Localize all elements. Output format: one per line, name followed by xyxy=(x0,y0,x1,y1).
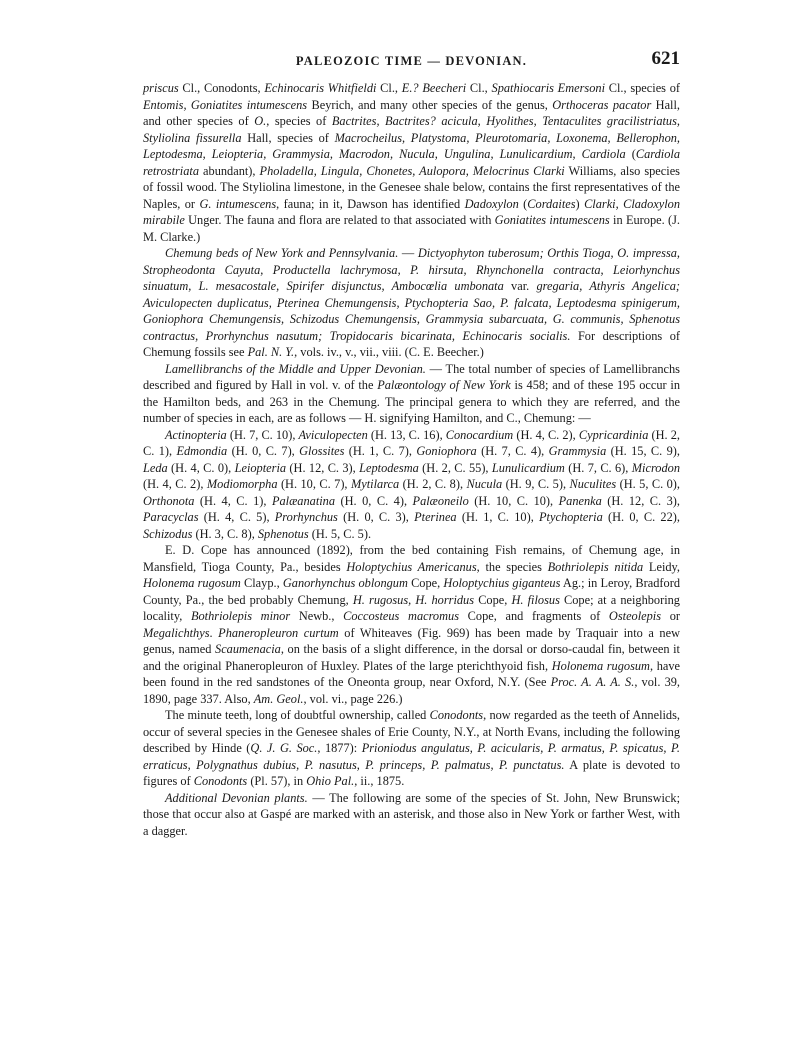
italic-text: Coccosteus macromus xyxy=(343,609,459,623)
italic-text: Q. J. G. Soc. xyxy=(250,741,318,755)
text-run: Cope; at a neighboring locality, xyxy=(143,592,680,623)
paragraph-cope-fish-remains xyxy=(143,542,680,707)
text-run: in Europe. (J. M. Clarke.) xyxy=(143,213,680,244)
text-run: (H. 0, C. 7), xyxy=(227,444,300,458)
text-run: — The following are some of the species of St. John, New Brunswick; those that occur also at Gaspé are marked with an asterisk, and those also in New York or farther West, with a dagger. xyxy=(143,790,681,838)
italic-text: Palæoneilo xyxy=(412,493,469,508)
italic-text: Goniatites intumescens xyxy=(494,213,610,227)
text-run: (H. 12, C. 3), xyxy=(286,460,360,475)
text-run: (H. 13, C. 16), xyxy=(367,427,446,442)
text-run: — xyxy=(398,246,418,260)
text-run: Cope, xyxy=(474,592,512,607)
text-run: (H. 4, C. 2), xyxy=(143,477,207,491)
text-run: Cl., species of xyxy=(605,81,681,95)
text-run: Hall, species of xyxy=(241,130,335,145)
italic-text: Paracyclas xyxy=(143,510,199,524)
italic-text: H. rugosus, H. horridus xyxy=(352,592,475,607)
text-run: (H. 4, C. 0), xyxy=(167,460,235,475)
italic-text: Echinocaris Whitfieldi xyxy=(264,81,377,95)
text-run: , 1877): xyxy=(317,741,362,755)
italic-text: Dadoxylon xyxy=(464,196,519,211)
italic-text: Pholadella, Lingula, Chonetes, Aulopora, Melocrinus Clarki xyxy=(259,163,565,178)
text-run: (H. 4, C. 2), xyxy=(513,427,579,442)
text-run: Newb., xyxy=(290,609,344,623)
italic-text: Orthoceras pacator xyxy=(552,97,652,112)
text-run: , ii., 1875. xyxy=(354,774,405,788)
text-run: Cl., xyxy=(376,81,402,95)
text-run: (H. 0, C. 22), xyxy=(602,510,680,524)
italic-text: Chemung beds of New York and Pennsylvania. xyxy=(165,246,399,260)
italic-text: G. intumescens xyxy=(199,196,277,211)
italic-text: Microdon xyxy=(631,460,680,475)
italic-text: Sphenotus xyxy=(257,526,309,541)
italic-text: Leda xyxy=(143,460,168,475)
italic-text: Actinopteria xyxy=(165,427,227,442)
italic-text: Modiomorpha xyxy=(206,477,278,491)
italic-text: Scaumenacia xyxy=(215,642,281,656)
italic-text: O. xyxy=(254,114,267,128)
text-run: Cl., Conodonts, xyxy=(178,81,265,95)
text-run: (H. 10, C. 10), xyxy=(468,493,559,508)
text-run: (H. 2, C. 8), xyxy=(399,477,467,491)
text-run: , now regarded as the teeth of Annelids, occur of several species in the Genesee shales of Erie County, N.Y., at North Evans, including the following described by Hinde ( xyxy=(143,708,680,755)
italic-text: Ganorhynchus oblongum xyxy=(282,576,408,590)
text-run: . xyxy=(209,625,219,640)
body-text xyxy=(143,80,680,839)
italic-text: Ptychopteria xyxy=(539,510,603,524)
text-run: Ag.; in Leroy, Bradford County, Pa., the bed probably Chemung, xyxy=(143,576,680,607)
paragraph-lamellibranchs xyxy=(143,361,680,427)
paragraph-fauna-continued xyxy=(143,80,680,245)
italic-text: Schizodus xyxy=(143,526,193,541)
text-run: Clayp., xyxy=(240,576,283,590)
italic-text: Cardiola retrostriata xyxy=(143,147,680,178)
text-run: (H. 3, C. 8), xyxy=(192,526,258,541)
text-run: Hall, and other species of xyxy=(143,97,680,128)
text-run: E. D. Cope has announced (1892), from the bed containing Fish remains, of Chemung age, in Mansfield, Tioga County, Pa., besides xyxy=(143,543,680,574)
italic-text: Phaneropleuron curtum xyxy=(218,625,339,640)
text-run: (H. 7, C. 4), xyxy=(476,444,549,458)
italic-text: Mytilarca xyxy=(350,477,400,491)
italic-text: Ohio Pal. xyxy=(306,774,355,788)
running-head xyxy=(143,48,680,74)
text-run: , vol. 39, 1890, page 337. Also, xyxy=(143,675,680,706)
text-run: (H. 5, C. 0), xyxy=(616,477,680,491)
italic-text: Orthonota xyxy=(143,493,195,508)
italic-text: Bactrites, Bactrites? acicula, Hyolithes, Tentaculites gracilistriatus, Styliolina fissurella xyxy=(143,114,680,145)
paragraph-devonian-plants xyxy=(143,790,680,840)
text-run: (H. 1, C. 10), xyxy=(456,510,540,524)
italic-text: Holonema rugosum xyxy=(143,576,241,590)
italic-text: Lamellibranchs of the Middle and Upper Devonian. xyxy=(165,361,426,376)
text-run: of Whiteaves (Fig. 969) has been made by Traquair into a new genus, named xyxy=(143,625,680,656)
italic-text: Holonema rugosum xyxy=(551,658,650,673)
italic-text: Prioniodus angulatus, P. acicularis, P. armatus, P. spicatus, P. erraticus, Polygnathus dubius, P. nasutus, P. princeps, P. palmatus, P. punctatus. xyxy=(143,741,680,772)
italic-text: E.? Beecheri xyxy=(401,81,467,95)
italic-text: Leiopteria xyxy=(234,460,287,475)
text-run: (H. 0, C. 3), xyxy=(337,510,415,524)
italic-text: Aviculopecten xyxy=(298,427,368,442)
book-page xyxy=(143,48,680,839)
text-run: A plate is devoted to figures of xyxy=(143,757,680,788)
italic-text: Clarki, Cladoxylon mirabile xyxy=(143,196,680,227)
text-run: (H. 0, C. 4), xyxy=(335,493,413,508)
text-run: (H. 2, C. 55), xyxy=(418,460,492,475)
italic-text: H. filosus xyxy=(511,592,560,607)
italic-text: Osteolepis xyxy=(608,609,662,623)
italic-text: Grammysia xyxy=(548,444,607,458)
italic-text: Proc. A. A. A. S. xyxy=(550,675,635,689)
italic-text: Dictyophyton tuberosum; Orthis Tioga, O. impressa, Stropheodonta Cayuta, Productella lachrymosa, P. hirsuta, Rhynchonella contracta, Leiorhynchus sinuatum, L. mesacostale, Spirifer disjunctus, Ambocœlia umbonata xyxy=(143,246,681,293)
italic-text: Nuculites xyxy=(569,477,617,491)
text-run: , vol. vi., page 226.) xyxy=(303,691,403,706)
italic-text: Bothriolepis nitida xyxy=(547,559,644,574)
text-run: , the species xyxy=(476,559,548,574)
italic-text: Bothriolepis minor xyxy=(190,609,291,623)
italic-text: Macrocheilus, Platystoma, Pleurotomaria, Loxonema, Bellerophon, Leptodesma, Leiopteria, Grammysia, Macrodon, Nucula, Ungulina, Lunulicardium, Cardiola xyxy=(143,130,680,161)
text-run: Cope, and fragments of xyxy=(459,609,609,623)
italic-text: Conodonts xyxy=(429,708,484,722)
italic-text: Megalichthys xyxy=(143,625,210,640)
paragraph-conodonts xyxy=(143,707,680,790)
text-run: ( xyxy=(518,196,528,211)
text-run: (Pl. 57), in xyxy=(247,774,307,788)
text-run: The minute teeth, long of doubtful ownership, called xyxy=(165,708,430,722)
italic-text: Pterinea xyxy=(414,510,457,524)
italic-text: Lunulicardium xyxy=(491,460,565,475)
text-run: (H. 12, C. 3), xyxy=(601,493,680,508)
italic-text: Palæontology of New York xyxy=(377,378,511,392)
italic-text: Cordaites xyxy=(527,196,576,211)
text-run: , on the basis of a slight difference, in the dorsal or dorso-caudal fin, between it and the original Phaneropleuron of Huxley. Plates of the large pterichthyoid fish, xyxy=(143,642,680,673)
text-run: , species of xyxy=(266,114,332,128)
text-run: is 458; and of these 195 occur in the Hamilton beds, and 263 in the Chemung. The principal genera to which they are referred, and the number of species in each, are as follows — H. signifying Hamilton, and C., Chemung: — xyxy=(143,378,681,425)
text-run: (H. 4, C. 1), xyxy=(194,493,272,508)
text-run: Cl., xyxy=(466,81,492,95)
text-run: Leidy, xyxy=(643,559,680,574)
page-number: 621 xyxy=(651,48,680,69)
italic-text: Pal. N. Y. xyxy=(247,345,295,359)
text-run: (H. 15, C. 9), xyxy=(606,444,680,458)
text-run: var. xyxy=(503,279,537,293)
text-run: Cope, xyxy=(407,576,444,590)
italic-text: Spathiocaris Emersoni xyxy=(491,81,605,95)
text-run: , vols. iv., v., vii., viii. (C. E. Beecher.) xyxy=(294,345,484,359)
italic-text: Entomis, Goniatites intumescens xyxy=(143,97,308,112)
text-run: (H. 1, C. 7), xyxy=(344,444,417,458)
text-run: Beyrich, and many other species of the genus, xyxy=(307,97,553,112)
text-run: (H. 10, C. 7), xyxy=(277,477,351,491)
italic-text: Palæanatina xyxy=(271,493,336,508)
text-run: ( xyxy=(625,147,636,161)
italic-text: Conodonts xyxy=(193,774,248,788)
italic-text: gregaria, Athyris Angelica; Aviculopecten duplicatus, Pterinea Chemungensis, Ptychopteria Sao, P. falcata, Leptodesma spinigerum, Goniophora Chemungensis, Schizodus Chemungensis, Grammysia subarcuata, G. communis, Sphenotus contractus, Prorhynchus nasutum; Tropidocaris bicarinata, Echinocaris socialis. xyxy=(143,279,680,343)
text-run: Williams, also species of fossil wood. The Styliolina limestone, in the Genesee shale below, contains the first representatives of the Naples, or xyxy=(143,163,680,211)
italic-text: Leptodesma xyxy=(359,460,419,475)
text-run: , have been found in the red sandstones of the Oneonta group, near Oxford, N.Y. (See xyxy=(143,658,680,689)
italic-text: Goniophora xyxy=(416,444,477,458)
running-title: PALEOZOIC TIME — DEVONIAN. xyxy=(295,54,528,68)
italic-text: Additional Devonian plants. xyxy=(165,790,308,805)
text-run: (H. 9, C. 5), xyxy=(502,477,570,491)
italic-text: Holoptychius Americanus xyxy=(346,559,477,574)
text-run: or xyxy=(661,609,680,623)
italic-text: Conocardium xyxy=(445,427,514,442)
text-run: ) xyxy=(575,196,585,211)
italic-text: Edmondia xyxy=(176,444,228,458)
italic-text: priscus xyxy=(143,81,179,95)
text-run: (H. 7, C. 6), xyxy=(564,460,632,475)
italic-text: Nucula xyxy=(466,477,503,491)
italic-text: Holoptychius giganteus xyxy=(443,576,561,590)
paragraph-chemung-beds xyxy=(143,245,680,361)
italic-text: Panenka xyxy=(558,493,602,508)
italic-text: Prorhynchus xyxy=(274,510,338,524)
italic-text: Am. Geol. xyxy=(253,691,304,706)
italic-text: Cypricardinia xyxy=(578,427,649,442)
text-run: (H. 5, C. 5). xyxy=(308,526,372,541)
text-run: , fauna; in it, Dawson has identified xyxy=(276,196,465,211)
paragraph-genera-list xyxy=(143,427,680,543)
text-run: (H. 2, C. 1), xyxy=(143,427,680,458)
text-run: (H. 7, C. 10), xyxy=(226,427,299,442)
text-run: — The total number of species of Lamellibranchs described and figured by Hall in vol. v. of the xyxy=(143,361,680,392)
text-run: For descriptions of Chemung fossils see xyxy=(143,328,680,359)
text-run: (H. 4, C. 5), xyxy=(198,510,275,524)
text-run: abundant), xyxy=(199,163,260,178)
italic-text: Glossites xyxy=(299,444,345,458)
text-run: Unger. The fauna and flora are related to that associated with xyxy=(184,213,495,227)
